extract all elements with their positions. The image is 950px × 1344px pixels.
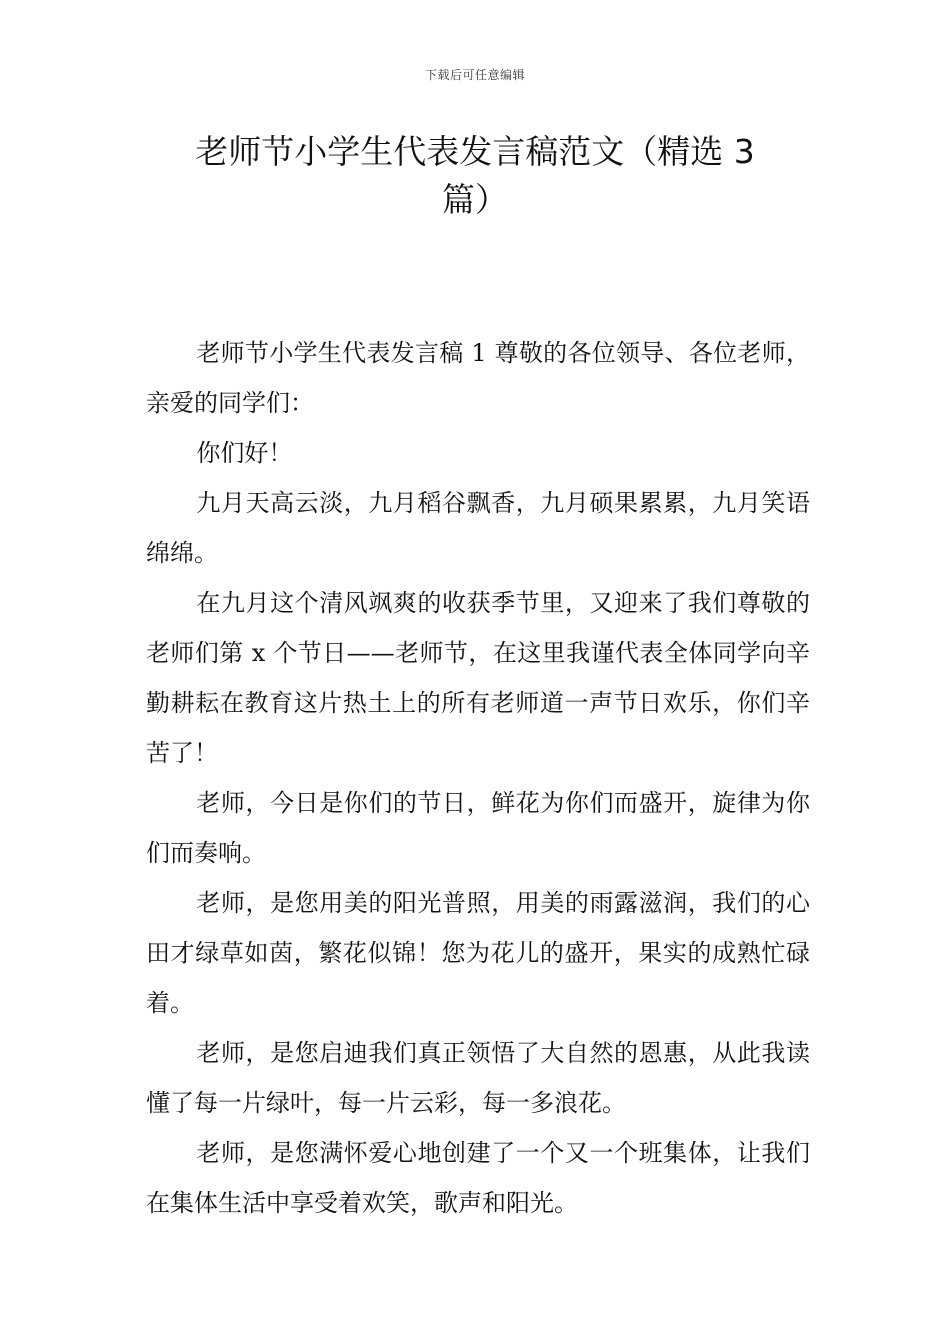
paragraph: 九月天高云淡，九月稻谷飘香，九月硕果累累，九月笑语绵绵。 — [146, 489, 810, 567]
paragraph: 在九月这个清风飒爽的收获季节里，又迎来了我们尊敬的老师们第 x 个节日——老师节，在这里我谨代表全体同学向辛勤耕耘在教育这片热土上的所有老师道一声节日欢乐，你们辛苦了！ — [146, 589, 810, 767]
document-body — [146, 328, 810, 1228]
paragraph: 老师，是您启迪我们真正领悟了大自然的恩惠，从此我读懂了每一片绿叶，每一片云彩，每一多浪花。 — [146, 1039, 810, 1117]
header-note: 下载后可任意编辑 — [424, 68, 525, 82]
paragraph: 老师，是您用美的阳光普照，用美的雨露滋润，我们的心田才绿草如茵，繁花似锦！您为花儿的盛开，果实的成熟忙碌着。 — [146, 889, 810, 1017]
paragraph: 你们好！ — [196, 439, 293, 467]
paragraph: 老师，今日是你们的节日，鲜花为你们而盛开，旋律为你们而奏响。 — [146, 789, 810, 867]
document-title — [170, 128, 780, 224]
title-line-2: 篇） — [442, 180, 508, 219]
paragraph: 老师节小学生代表发言稿 1 尊敬的各位领导、各位老师，亲爱的同学们： — [146, 339, 810, 417]
title-line-1: 老师节小学生代表发言稿范文（精选 3 — [195, 132, 755, 171]
paragraph: 老师，是您满怀爱心地创建了一个又一个班集体，让我们在集体生活中享受着欢笑，歌声和阳光。 — [146, 1139, 810, 1217]
